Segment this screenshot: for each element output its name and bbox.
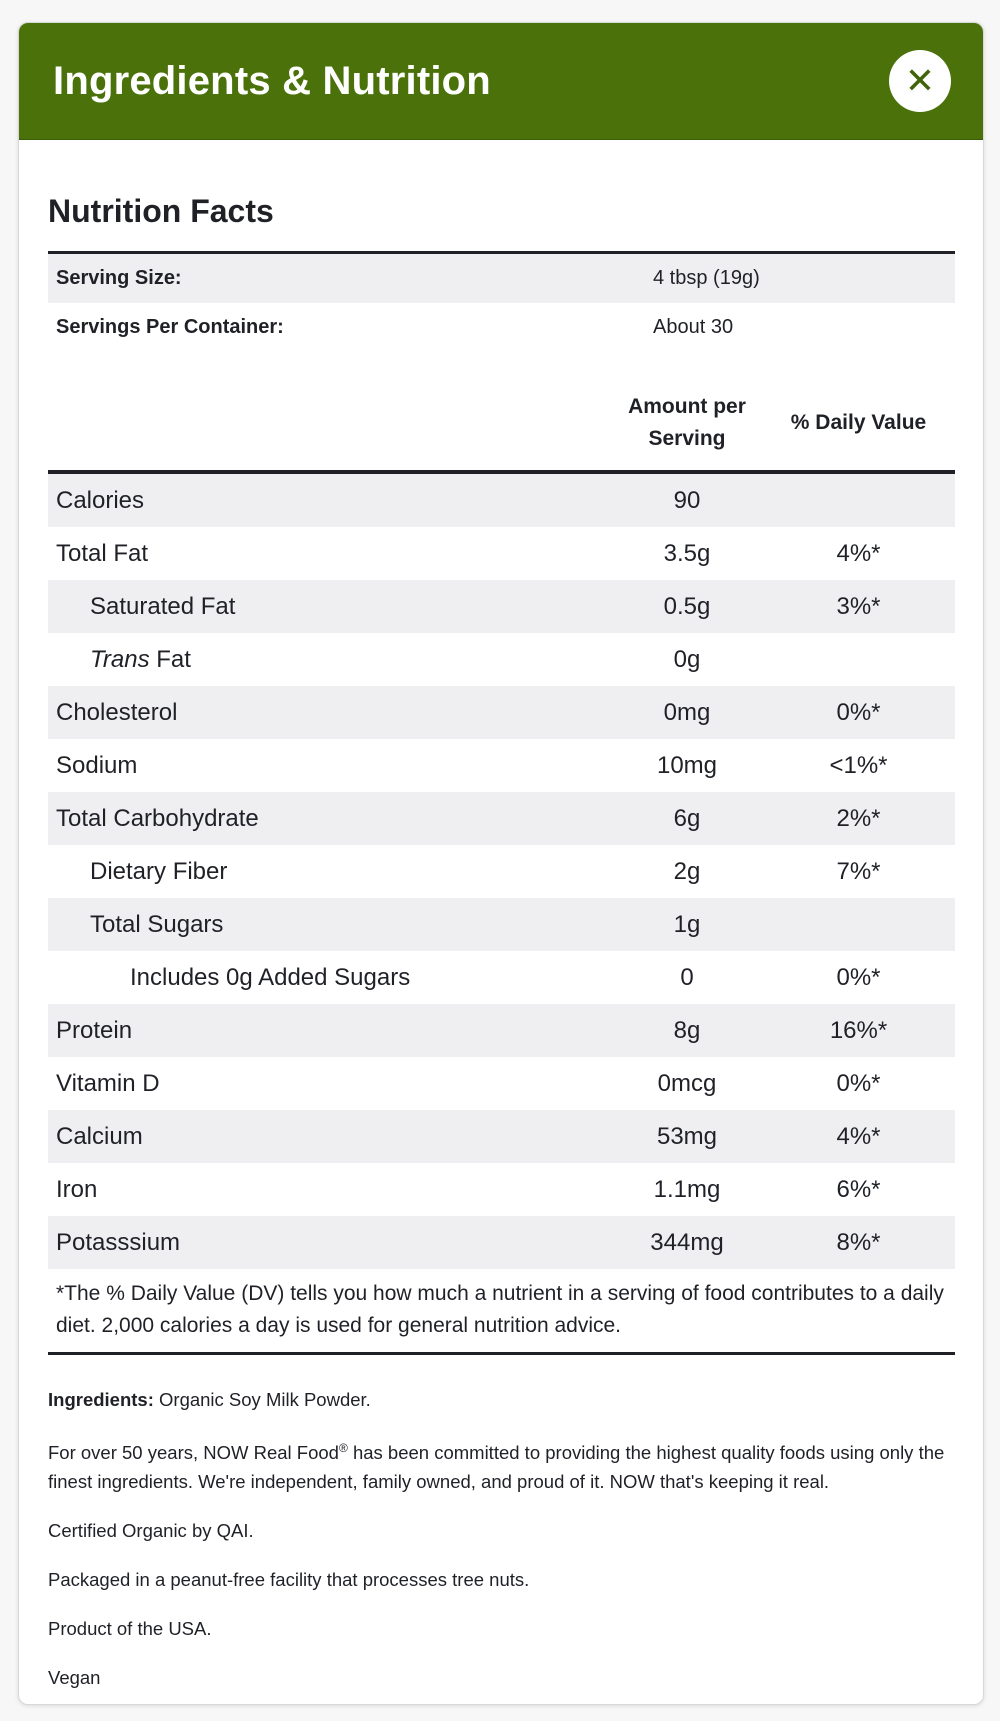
ingredients-value: Organic Soy Milk Powder.	[153, 1389, 371, 1410]
table-header	[48, 376, 955, 470]
nutrient-name: Saturated Fat	[90, 592, 236, 620]
table-row	[48, 474, 955, 527]
servings-per-container-label: Servings Per Container:	[56, 316, 284, 338]
nutrient-name-rest: Fat	[149, 645, 191, 673]
nutrient-amount: 6g	[673, 804, 701, 832]
nutrient-amount: 2g	[673, 857, 701, 885]
nutrient-amount: 1.1mg	[653, 1175, 721, 1203]
nutrient-name	[48, 646, 612, 674]
nutrient-name: Iron	[56, 1175, 98, 1203]
nutrient-amount: 10mg	[656, 751, 718, 779]
packaged-text: Packaged in a peanut-free facility that processes tree nuts.	[48, 1569, 530, 1591]
close-icon: ✕	[904, 60, 936, 101]
table-row	[48, 1216, 955, 1269]
nutrient-dv: 0%*	[836, 963, 881, 991]
nutrient-dv: 0%*	[836, 1069, 881, 1097]
table-row	[48, 898, 955, 951]
nutrient-dv: 7%*	[836, 857, 881, 885]
nutrition-table	[48, 474, 955, 1269]
serving-size-row	[48, 254, 955, 303]
table-row	[48, 951, 955, 1004]
nutrient-amount: 3.5g	[663, 539, 711, 567]
nutrient-name: Vitamin D	[56, 1069, 160, 1097]
nutrient-name: Calcium	[56, 1122, 143, 1150]
nutrient-dv: 2%*	[836, 804, 881, 832]
divider	[48, 1352, 955, 1355]
table-row	[48, 527, 955, 580]
servings-per-container-row	[48, 303, 955, 352]
nutrient-amount: 0.5g	[663, 592, 711, 620]
nutrient-name: Includes 0g Added Sugars	[130, 963, 411, 991]
nutrient-dv: 16%*	[829, 1016, 888, 1044]
nutrient-name: Calories	[56, 486, 145, 514]
nutrient-amount: 90	[673, 486, 701, 514]
serving-size-label: Serving Size:	[56, 267, 182, 289]
amount-per-serving-header: Amount per Serving	[628, 395, 746, 450]
modal-title: Ingredients & Nutrition	[53, 58, 491, 103]
nutrient-amount: 0mg	[663, 698, 711, 726]
about-text-part2: has been committed to providing the highest quality foods using only the finest ingredients. We're independent, family owned, and proud of it. NOW that's keeping it real.	[48, 1442, 945, 1493]
ingredients-nutrition-modal	[18, 22, 984, 1705]
table-row	[48, 686, 955, 739]
close-button[interactable]	[889, 50, 951, 112]
about-text	[48, 1434, 955, 1496]
nutrient-dv: 8%*	[836, 1228, 881, 1256]
serving-size-value: 4 tbsp (19g)	[653, 267, 760, 289]
daily-value-header: % Daily Value	[790, 411, 927, 434]
table-row	[48, 580, 955, 633]
nutrient-name: Cholesterol	[56, 698, 178, 726]
ingredients-text	[48, 1385, 955, 1414]
modal-header	[19, 23, 983, 140]
nutrient-amount: 0g	[673, 645, 701, 673]
origin-text: Product of the USA.	[48, 1618, 212, 1640]
table-row	[48, 1004, 955, 1057]
modal-content	[19, 193, 983, 1692]
nutrient-dv: 6%*	[836, 1175, 881, 1203]
about-text-part1: For over 50 years, NOW Real Food	[48, 1442, 339, 1464]
nutrient-dv: 4%*	[836, 539, 881, 567]
servings-per-container-value: About 30	[653, 316, 734, 338]
certified-text: Certified Organic by QAI.	[48, 1520, 254, 1542]
table-row	[48, 1163, 955, 1216]
registered-mark: ®	[338, 1441, 348, 1455]
nutrient-name-italic: Trans	[90, 645, 150, 673]
nutrient-amount: 53mg	[656, 1122, 718, 1150]
nutrient-dv: 4%*	[836, 1122, 881, 1150]
product-notes	[48, 1385, 955, 1692]
nutrient-dv: 0%*	[836, 698, 881, 726]
nutrient-name: Total Sugars	[90, 910, 224, 938]
table-row	[48, 633, 955, 686]
nutrient-name: Sodium	[56, 751, 138, 779]
nutrient-name: Dietary Fiber	[90, 857, 228, 885]
ingredients-label: Ingredients:	[48, 1389, 154, 1410]
table-row	[48, 792, 955, 845]
nutrient-amount: 0	[680, 963, 694, 991]
nutrient-amount: 8g	[673, 1016, 701, 1044]
vegan-text: Vegan	[48, 1667, 101, 1689]
table-row	[48, 739, 955, 792]
nutrient-dv: <1%*	[829, 751, 888, 779]
nutrient-name: Total Carbohydrate	[56, 804, 259, 832]
nutrition-facts-title: Nutrition Facts	[48, 193, 274, 229]
nutrient-dv: 3%*	[836, 592, 881, 620]
daily-value-footnote: *The % Daily Value (DV) tells you how much a nutrient in a serving of food contributes to a daily diet. 2,000 calories a day is used for general nutrition advice.	[56, 1282, 944, 1337]
nutrient-amount: 1g	[673, 910, 701, 938]
nutrient-name: Potasssium	[56, 1228, 181, 1256]
table-row	[48, 845, 955, 898]
nutrient-name: Protein	[56, 1016, 133, 1044]
nutrient-amount: 0mcg	[657, 1069, 717, 1097]
table-row	[48, 1057, 955, 1110]
nutrient-name: Total Fat	[56, 539, 149, 567]
nutrient-amount: 344mg	[650, 1228, 724, 1256]
table-row	[48, 1110, 955, 1163]
